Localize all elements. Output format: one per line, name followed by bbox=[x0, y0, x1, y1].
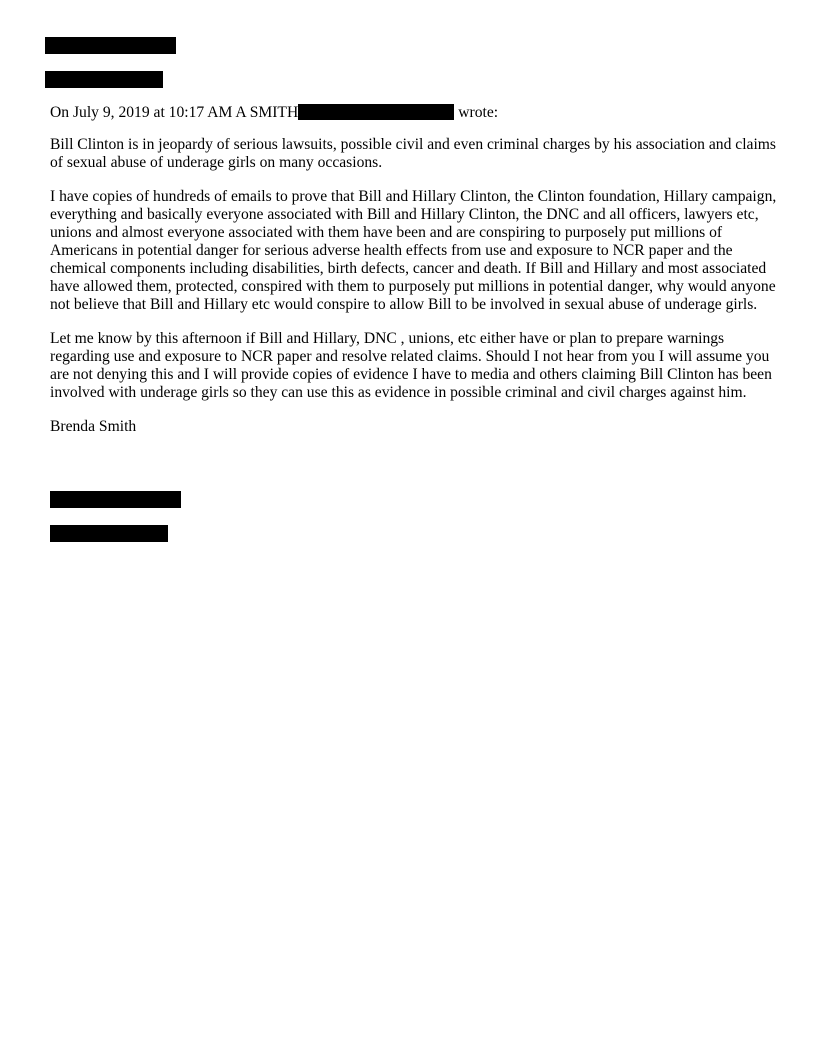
paragraph: Let me know by this afternoon if Bill and Hillary, DNC , unions, etc either have or plan to prepare warnings regarding use and exposure to NCR paper and resolve related claims. Should I not hear from you I will assume you are not denying this and I will provide copies of evidence I have to media and others claiming Bill Clinton has been involved with underage girls so they can use this as evidence in possible criminal and civil charges against him. bbox=[50, 330, 772, 401]
paragraph: Bill Clinton is in jeopardy of serious lawsuits, possible civil and even criminal charges by his association and claims of sexual abuse of underage girls on many occasions. bbox=[50, 136, 777, 171]
signature-name: Brenda Smith bbox=[50, 418, 137, 435]
quote-header-suffix: wrote: bbox=[458, 104, 499, 121]
redacted-email-address bbox=[298, 104, 454, 120]
email-quote-header bbox=[50, 104, 785, 122]
quote-header-prefix: On July 9, 2019 at 10:17 AM A SMITH bbox=[50, 104, 299, 121]
paragraph: I have copies of hundreds of emails to prove that Bill and Hillary Clinton, the Clinton foundation, Hillary campaign, everything and basically everyone associated with Bill and Hillary Clinton, the DNC and all officers, lawyers etc, unions and almost everyone associated with them have been and are conspiring to purposely put millions of Americans in potential danger for serious adverse health effects from use and exposure to NCR paper and the chemical components including disabilities, birth defects, cancer and death. If Bill and Hillary and most associated have allowed them, protected, conspired with them to purposely put millions in potential danger, why would anyone not believe that Bill and Hillary etc would conspire to allow Bill to be involved in sexual abuse of underage girls. bbox=[50, 188, 777, 313]
redaction-block bbox=[45, 37, 176, 54]
redaction-block bbox=[45, 71, 163, 88]
redaction-block bbox=[50, 525, 168, 542]
redaction-block bbox=[50, 491, 181, 508]
email-body bbox=[50, 104, 785, 436]
